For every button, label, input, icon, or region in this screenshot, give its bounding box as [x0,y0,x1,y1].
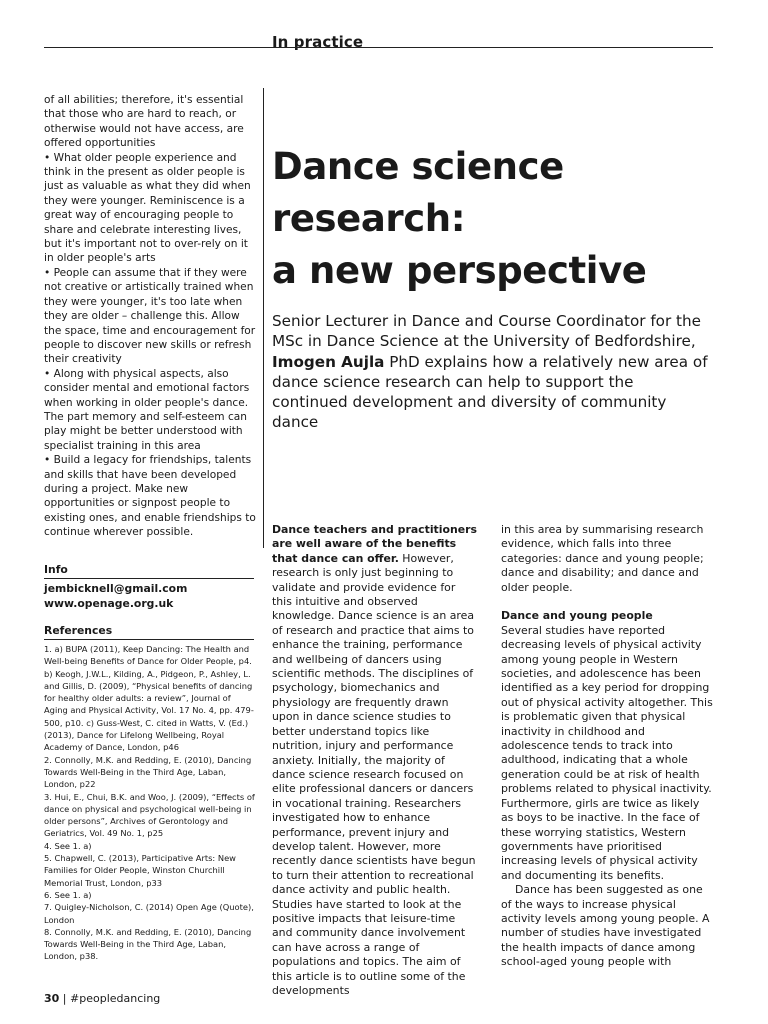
references-heading: References [44,624,113,637]
body-paragraph: Dance has been suggested as one of the ways to increase physical activity levels among young people. A number of studies have investigated the health impacts of dance among school-aged young people with [501,883,710,969]
page-footer [44,992,160,1005]
title-line: Dance science [272,145,564,188]
author-name: Imogen Aujla [272,352,385,371]
footer-tag: #peopledancing [70,992,161,1005]
reference-item: 1. a) BUPA (2011), Keep Dancing: The Health and Well-being Benefits of Dance for Older People, p4. b) Keogh, J.W.L., Kilding, A., Pidgeon, P., Ashley, L. and Gillis, D. (2009), “Physical benefits of dancing for healthy older adults: a review”, Journal of Aging and Physical Activity, Vol. 17 No. 4, pp. 479-500, p10. c) Guss-West, C. cited in Watts, V. (Ed.) (2013), Dance for Lifelong Wellbeing, Royal Academy of Dance, London, p46 [44,644,254,753]
sidebar-paragraph: of all abilities; therefore, it's essential that those who are hard to reach, or otherwise would not have access, are offered opportunities [44,94,244,150]
title-line: a new perspective [272,249,647,292]
standfirst [272,311,712,433]
title-line: research: [272,197,466,240]
sidebar-bullet: • People can assume that if they were not creative or artistically trained when they were younger, it's too late when they are older – challenge this. Allow the space, time and encouragement for people to discover new skills or refresh their creativity [44,266,256,366]
reference-item: 4. See 1. a) [44,840,92,851]
section-label: In practice [272,33,364,51]
standfirst-text: PhD explains how a relatively new area of dance science research can help to support the continued development and diversity of community dance [272,352,708,432]
reference-item: 5. Chapwell, C. (2013), Participative Arts: New Families for Older People, Winston Churchill Memorial Trust, London, p33 [44,853,236,888]
body-column-1 [272,523,477,998]
references-list [44,643,256,963]
reference-item: 8. Connolly, M.K. and Redding, E. (2010), Dancing Towards Well-Being in the Third Age, Laban, London, p38. [44,926,252,962]
body-paragraph: in this area by summarising research evidence, which falls into three categories: dance and young people; dance and disability; and dance and older people. [501,523,704,594]
sidebar-bullet: • Along with physical aspects, also consider mental and emotional factors when working in older people's dance. The part memory and self-esteem can play might be better understood with specialist training in this area [44,367,250,452]
email-link[interactable]: jembicknell@gmail.com [44,582,188,595]
info-rule [44,578,254,579]
info-heading: Info [44,563,68,576]
body-paragraph [272,523,477,998]
sidebar-tips [44,93,258,540]
column-divider [263,88,264,548]
references-rule [44,639,254,640]
header-rule [44,47,713,48]
lead-sentence: Dance teachers and practitioners are well aware of the benefits that dance can offer. [272,523,477,565]
body-paragraph: Several studies have reported decreasing levels of physical activity among young people in Western societies, and adolescence has been identified as a key period for dropping out of physical activity altogether. This is problematic given that physical inactivity in childhood and adolescence tends to track into adulthood, indicating that a whole generation could be at risk of health problems related to physical inactivity. Furthermore, girls are twice as likely as boys to be inactive. In the face of these worrying statistics, Western governments have prioritised increasing levels of physical activity and documenting its benefits. [501,623,713,882]
sidebar-bullet: • Build a legacy for friendships, talents and skills that have been developed during a project. Make new opportunities or signpost people to existing ones, and enable friendships to continue wherever possible. [44,454,256,539]
body-text: However, research is only just beginning to validate and provide evidence for this intuitive and observed knowledge. Dance science is an area of research and practice that aims to enhance the training, performance and wellbeing of dancers using scientific methods. The disciplines of psychology, biomechanics and physiology are frequently drawn upon in dance science studies to better understand topics like nutrition, injury and performance anxiety. Initially, the majority of dance science research focused on elite professional dancers or dancers in vocational training. Researchers investigated how to enhance performance, prevent injury and develop talent. However, more recently dance scientists have begun to turn their attention to recreational dance activity and public health. Studies have started to look at the positive impacts that leisure-time and community dance involvement can have across a range of populations and topics. The aim of this article is to outline some of the developments [272,551,476,997]
reference-item: 6. See 1. a) [44,889,92,900]
page-number: 30 [44,992,60,1005]
reference-item: 7. Quigley-Nicholson, C. (2014) Open Age (Quote), London [44,902,254,925]
standfirst-text: Senior Lecturer in Dance and Course Coordinator for the MSc in Dance Science at the University of Bedfordshire, [272,312,701,351]
reference-item: 3. Hui, E., Chui, B.K. and Woo, J. (2009), “Effects of dance on physical and psychological well-being in older persons”, Archives of Gerontology and Geriatrics, Vol. 49 No. 1, p25 [44,791,255,839]
footer-separator: | [59,992,71,1005]
article-title [272,141,722,297]
website-link[interactable]: www.openage.org.uk [44,597,174,610]
reference-item: 2. Connolly, M.K. and Redding, E. (2010), Dancing Towards Well-Being in the Third Age, Laban, London, p22 [44,754,252,790]
subheading: Dance and young people [501,609,653,623]
body-column-2 [501,523,715,970]
sidebar-bullet: • What older people experience and think in the present as older people is just as valuable as what they did when they were younger. Reminiscence is a great way of encouraging people to share and celebrate interesting lives, but it's important not to over-rely on it in older people's arts [44,151,251,265]
